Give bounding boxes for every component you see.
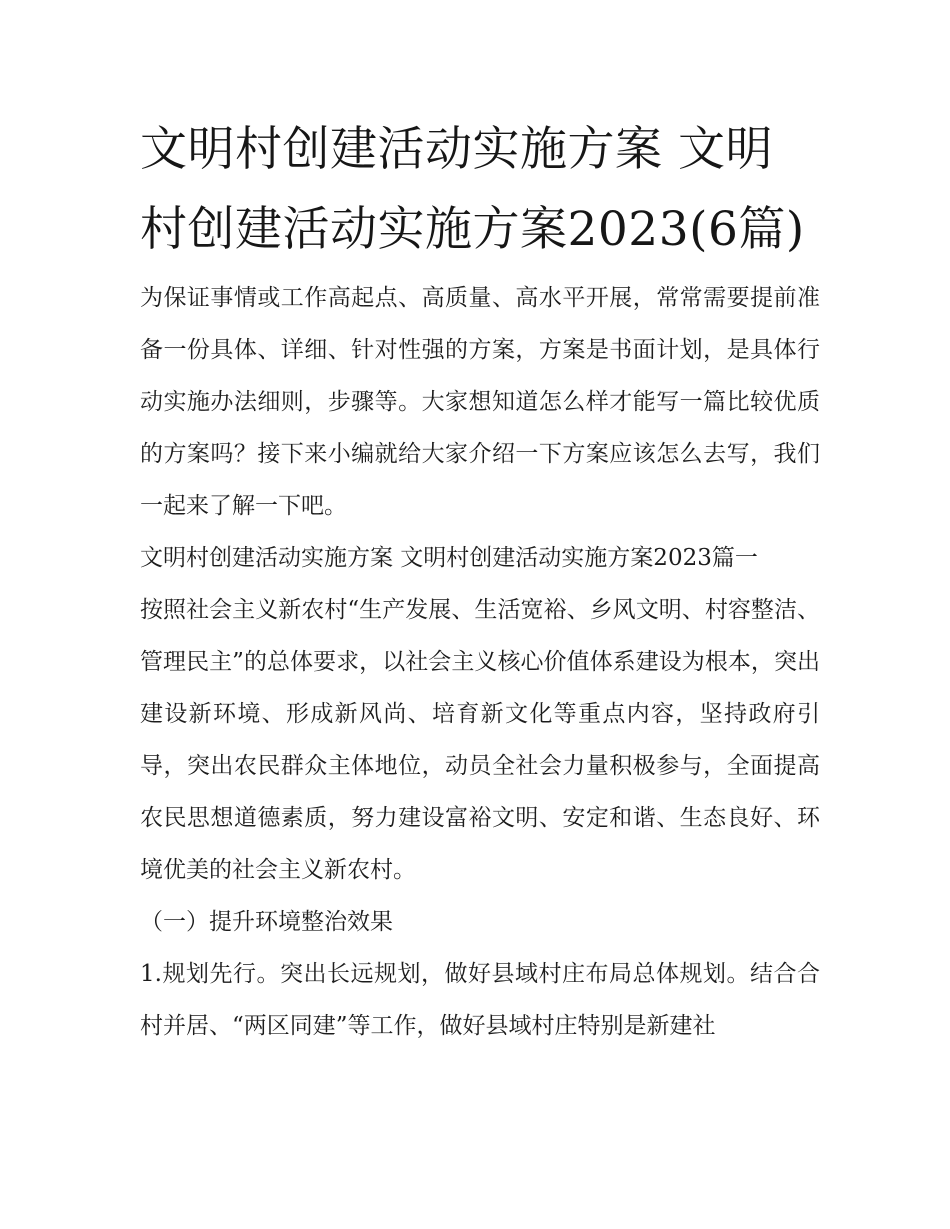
intro-paragraph: 为保证事情或工作高起点、高质量、高水平开展，常常需要提前准备一份具体、详细、针对性强的方案，方案是书面计划，是具体行动实施办法细则，步骤等。大家想知道怎么样才能写一篇比较优质的方案吗？接下来小编就给大家介绍一下方案应该怎么去写，我们一起来了解一下吧。: [140, 285, 820, 519]
section-body-paragraph: 按照社会主义新农村“生产发展、生活宽裕、乡风文明、村容整洁、管理民主”的总体要求，以社会主义核心价值体系建设为根本，突出建设新环境、形成新风尚、培育新文化等重点内容，坚持政府引导，突出农民群众主体地位，动员全社会力量积极参与，全面提高农民思想道德素质，努力建设富裕文明、安定和谐、生态良好、环境优美的社会主义新农村。: [140, 597, 820, 883]
subheading: （一）提升环境整治效果: [140, 909, 393, 935]
document-page: [140, 110, 820, 1052]
document-title: 文明村创建活动实施方案 文明村创建活动实施方案2023(6篇): [140, 122, 805, 257]
section-heading: 文明村创建活动实施方案 文明村创建活动实施方案2023篇一: [140, 545, 758, 571]
item-1-paragraph: 1.规划先行。突出长远规划，做好县域村庄布局总体规划。结合合村并居、“两区同建”等工作，做好县域村庄特别是新建社: [140, 961, 820, 1039]
